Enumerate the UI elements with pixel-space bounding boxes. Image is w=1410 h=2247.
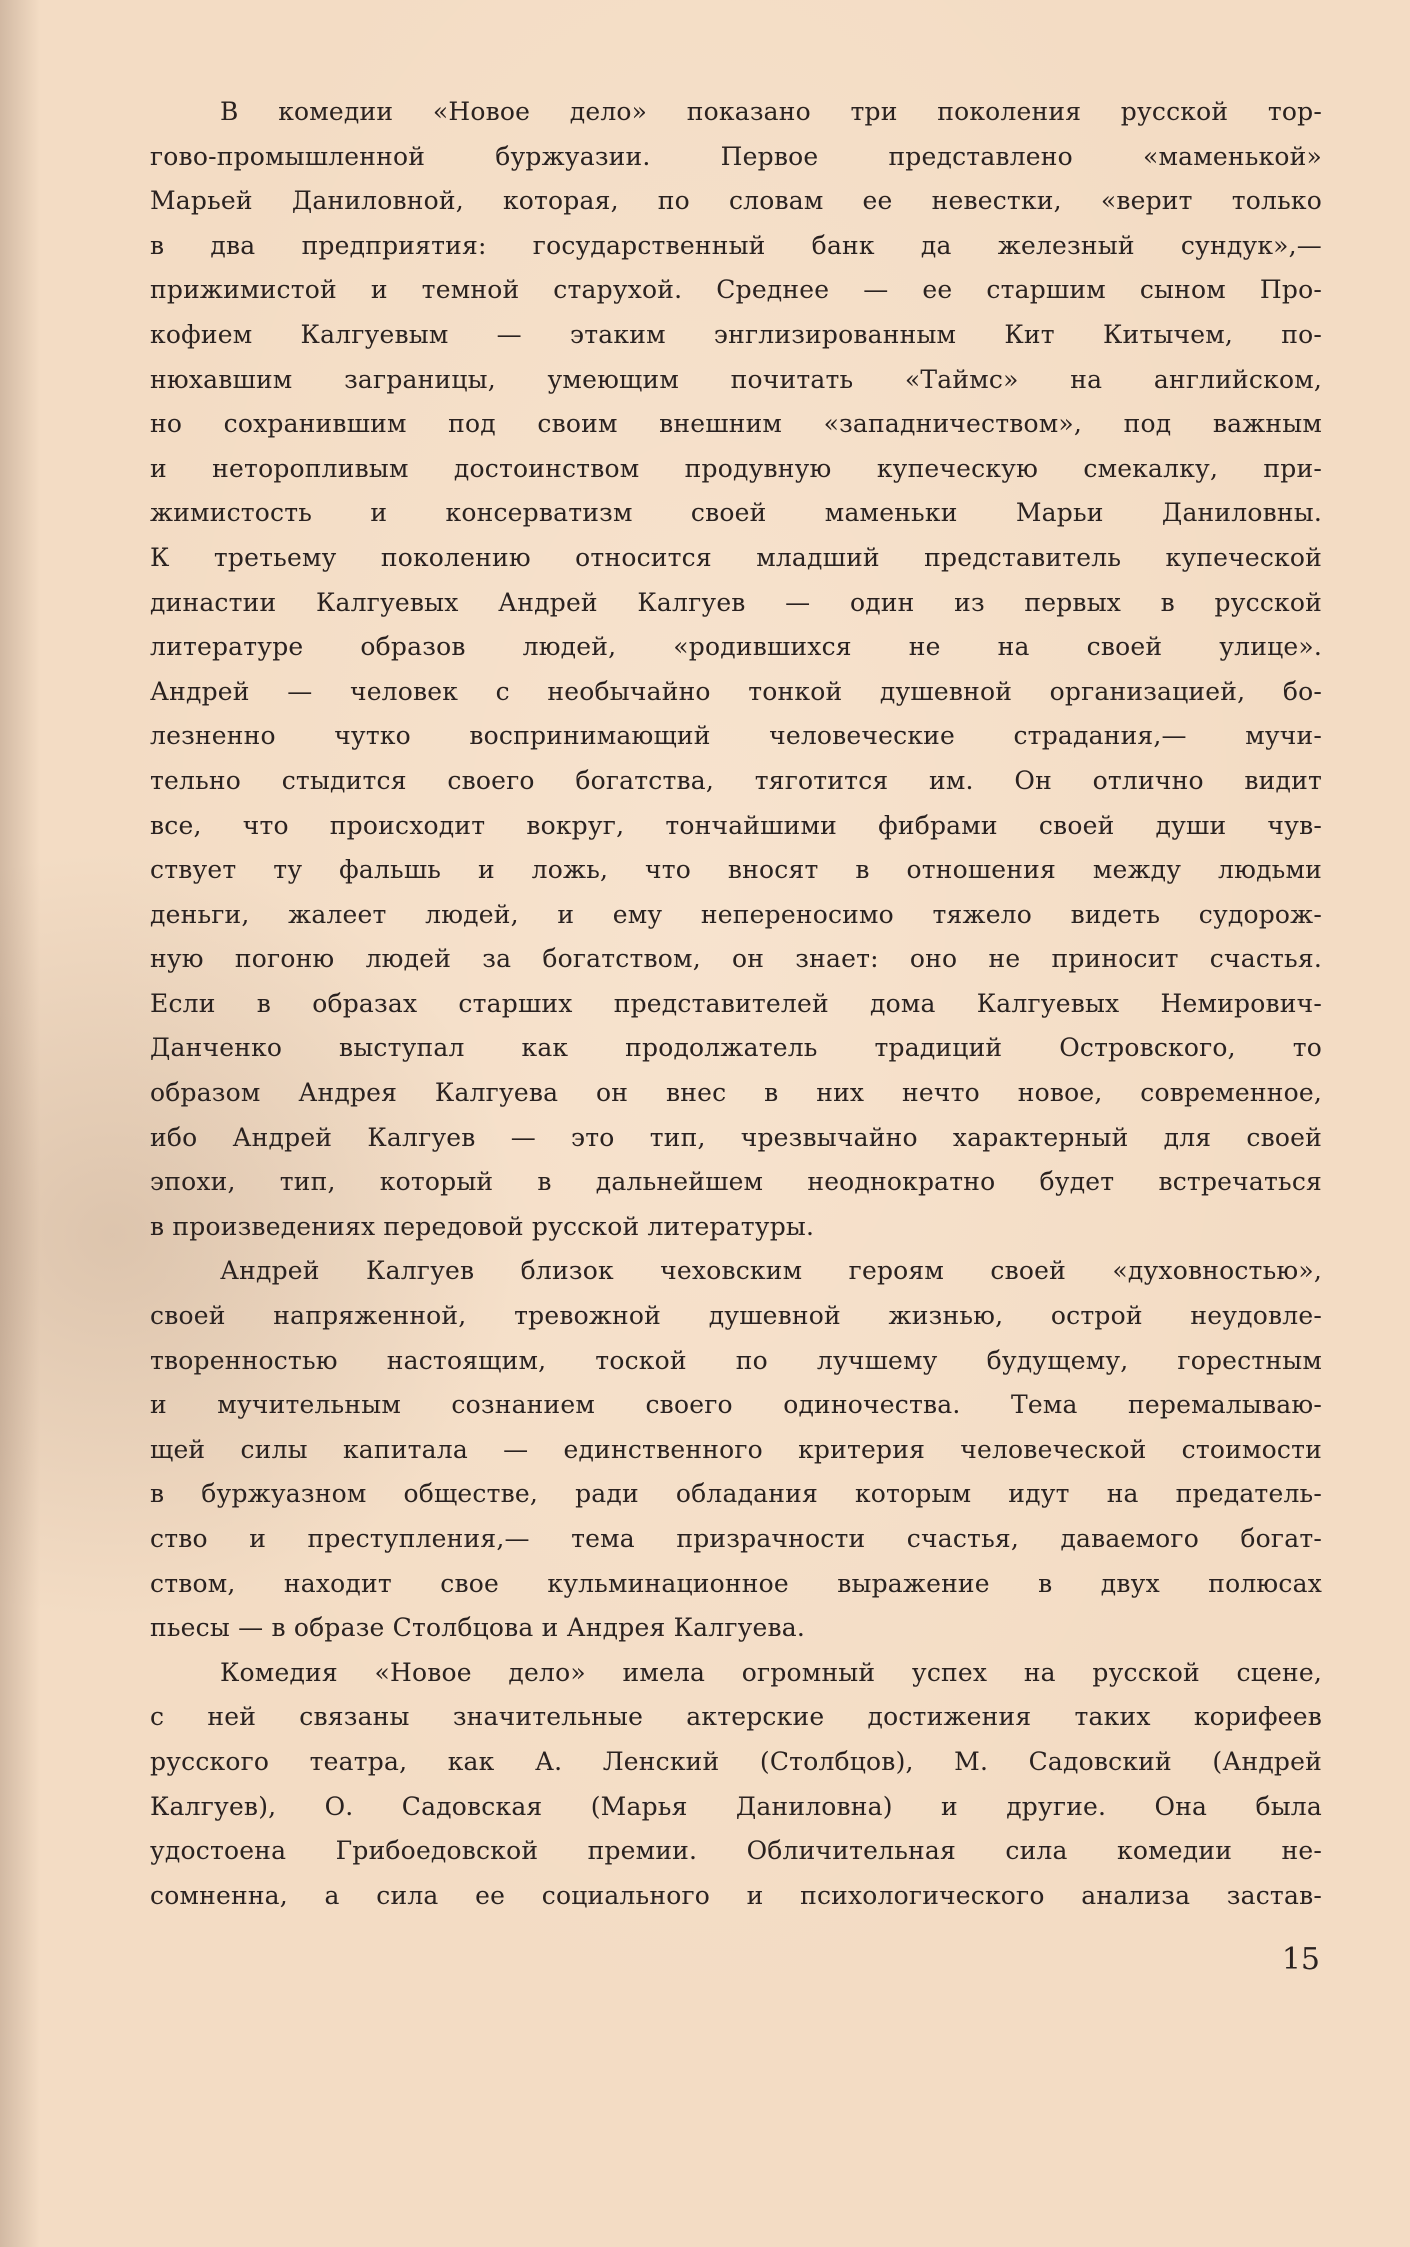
- text-line: щей силы капитала — единственного критерия человеческой стоимости: [150, 1434, 1322, 1464]
- text-line: русского театра, как А. Ленский (Столбцов), М. Садовский (Андрей: [150, 1746, 1322, 1776]
- text-line: Если в образах старших представителей дома Калгуевых Немирович-: [150, 988, 1322, 1018]
- text-line: деньги, жалеет людей, и ему непереносимо тяжело видеть судорож-: [150, 899, 1322, 929]
- text-line: В комедии «Новое дело» показано три поколения русской тор-: [220, 97, 1322, 126]
- text-line: К третьему поколению относится младший представитель купеческой: [150, 542, 1322, 572]
- text-line: Марьей Даниловной, которая, по словам ее невестки, «верит только: [150, 186, 1322, 216]
- text-line: ибо Андрей Калгуев — это тип, чрезвычайно характерный для своей: [150, 1122, 1322, 1152]
- text-line: Комедия «Новое дело» имела огромный успех на русской сцене,: [220, 1657, 1322, 1687]
- text-line: но сохранившим под своим внешним «западничеством», под важным: [150, 409, 1322, 439]
- text-line: ную погоню людей за богатством, он знает: оно не приносит счастья.: [150, 944, 1322, 974]
- text-line: удостоена Грибоедовской премии. Обличительная сила комедии не-: [150, 1836, 1322, 1866]
- text-line: и неторопливым достоинством продувную купеческую смекалку, при-: [150, 453, 1322, 483]
- text-line: своей напряженной, тревожной душевной жизнью, острой неудовле-: [150, 1301, 1322, 1331]
- text-line: лезненно чутко воспринимающий человеческие страдания,— мучи-: [150, 721, 1322, 751]
- text-line: эпохи, тип, который в дальнейшем неоднократно будет встречаться: [150, 1167, 1322, 1197]
- text-line: литературе образов людей, «родившихся не на своей улице».: [150, 632, 1322, 662]
- text-line: в буржуазном обществе, ради обладания которым идут на предатель-: [150, 1479, 1322, 1509]
- text-line: кофием Калгуевым — этаким энглизированным Кит Китычем, по-: [150, 319, 1322, 349]
- text-line: и мучительным сознанием своего одиночества. Тема перемалываю-: [150, 1390, 1322, 1420]
- body-text: [150, 90, 1322, 1918]
- text-line: образом Андрея Калгуева он внес в них нечто новое, современное,: [150, 1078, 1322, 1108]
- text-line: Данченко выступал как продолжатель традиций Островского, то: [150, 1033, 1322, 1063]
- text-line: Калгуев), О. Садовская (Марья Даниловна) и другие. Она была: [150, 1791, 1322, 1821]
- text-line: ством, находит свое кульминационное выражение в двух полюсах: [150, 1568, 1322, 1598]
- text-line: нюхавшим заграницы, умеющим почитать «Таймс» на английском,: [150, 364, 1322, 394]
- text-line: прижимистой и темной старухой. Среднее — ее старшим сыном Про-: [150, 275, 1322, 305]
- text-line: с ней связаны значительные актерские достижения таких корифеев: [150, 1702, 1322, 1732]
- text-line: сомненна, а сила ее социального и психологического анализа застав-: [150, 1880, 1322, 1910]
- text-line: в произведениях передовой русской литературы.: [150, 1211, 815, 1241]
- text-line: в два предприятия: государственный банк да железный сундук»,—: [150, 230, 1322, 260]
- page-number: 15: [1281, 1942, 1320, 1977]
- page-edge-shadow: [0, 0, 40, 2247]
- text-line: Андрей — человек с необычайно тонкой душевной организацией, бо-: [150, 676, 1322, 706]
- text-line: пьесы — в образе Столбцова и Андрея Калгуева.: [150, 1613, 806, 1643]
- text-line: гово-промышленной буржуазии. Первое представлено «маменькой»: [150, 141, 1322, 171]
- text-line: ствует ту фальшь и ложь, что вносят в отношения между людьми: [150, 855, 1322, 885]
- text-line: все, что происходит вокруг, тончайшими фибрами своей души чув-: [150, 810, 1322, 840]
- text-line: династии Калгуевых Андрей Калгуев — один из первых в русской: [150, 587, 1322, 617]
- text-line: тельно стыдится своего богатства, тяготится им. Он отлично видит: [150, 765, 1322, 795]
- text-line: творенностью настоящим, тоской по лучшему будущему, горестным: [150, 1345, 1322, 1375]
- text-line: Андрей Калгуев близок чеховским героям своей «духовностью»,: [220, 1256, 1322, 1286]
- text-line: жимистость и консерватизм своей маменьки Марьи Даниловны.: [150, 498, 1322, 528]
- text-line: ство и преступления,— тема призрачности счастья, даваемого богат-: [150, 1524, 1322, 1553]
